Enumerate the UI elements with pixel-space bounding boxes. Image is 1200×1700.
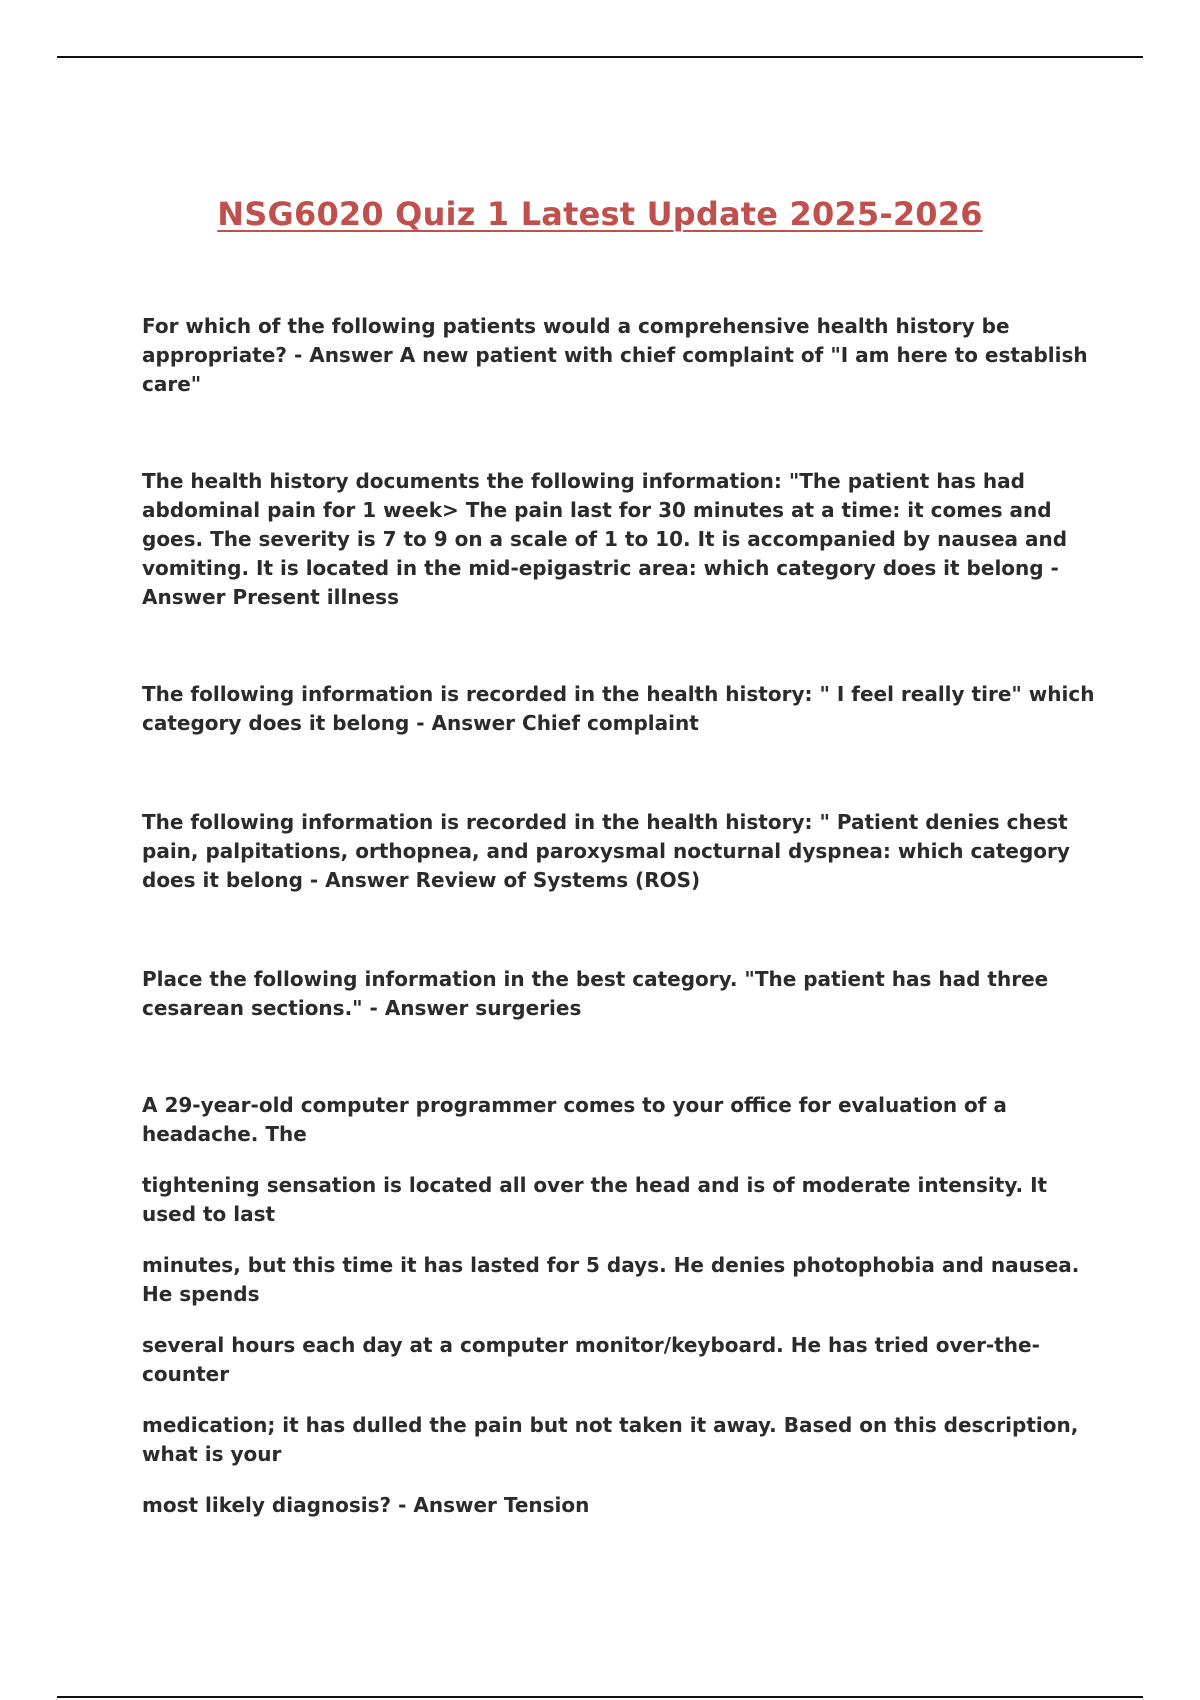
qa-line: several hours each day at a computer monitor/keyboard. He has tried over-the-counter — [142, 1333, 1040, 1386]
document-title — [0, 194, 1200, 234]
top-rule — [57, 56, 1143, 58]
qa-item: The following information is recorded in the health history: " I feel really tire" which category does it belong - Answer Chief complaint — [142, 682, 1095, 735]
qa-item: Place the following information in the best category. "The patient has had three cesarean sections." - Answer surgeries — [142, 967, 1049, 1020]
bottom-rule — [57, 1696, 1143, 1698]
qa-item: The health history documents the following information: "The patient has had abdominal pain for 1 week> The pain last for 30 minutes at a time: it comes and goes. The severity is 7 to 9 on a scale of 1 to 10. It is accompanied by nausea and vomiting. It is located in the mid-epigastric area: which category does it belong - Answer Present illness — [142, 469, 1068, 609]
qa-item: For which of the following patients would a comprehensive health history be appropriate? - Answer A new patient with chief complaint of "I am here to establish care" — [142, 314, 1088, 396]
qa-line: A 29-year-old computer programmer comes to your office for evaluation of a headache. The — [142, 1093, 1007, 1146]
qa-item: The following information is recorded in the health history: " Patient denies chest pain, palpitations, orthopnea, and paroxysmal nocturnal dyspnea: which category does it belong - Answer Review of Systems (ROS) — [142, 810, 1070, 892]
qa-list — [142, 312, 1102, 1520]
qa-line: tightening sensation is located all over the head and is of moderate intensity. It used to last — [142, 1173, 1048, 1226]
qa-line: medication; it has dulled the pain but not taken it away. Based on this description, what is your — [142, 1413, 1079, 1466]
document-title-text: NSG6020 Quiz 1 Latest Update 2025-2026 — [217, 195, 983, 233]
qa-line: most likely diagnosis? - Answer Tension — [142, 1493, 590, 1517]
qa-line: minutes, but this time it has lasted for 5 days. He denies photophobia and nausea. He spends — [142, 1253, 1080, 1306]
qa-item-headache-case — [142, 1091, 1102, 1520]
